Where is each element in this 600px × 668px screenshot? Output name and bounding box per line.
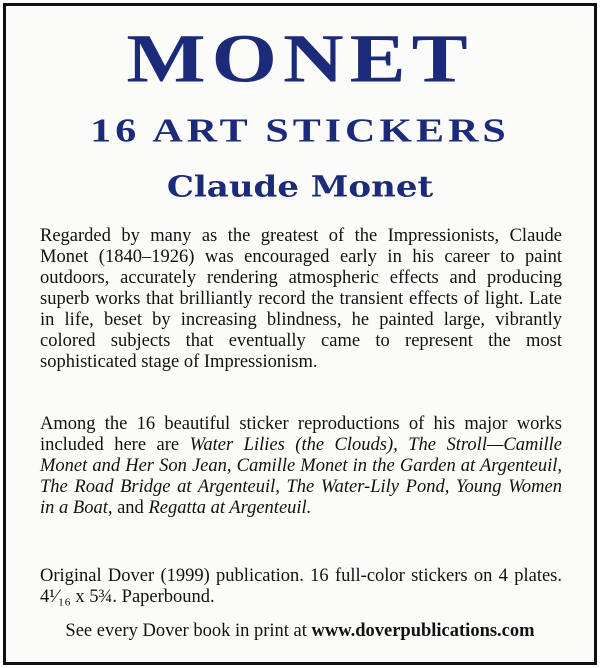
description-paragraph-2	[40, 414, 562, 519]
footer-text: See every Dover book in print at	[65, 621, 312, 641]
description-paragraph-1: Regarded by many as the greatest of the Impressionists, Claude Monet (1840–1926) was encouraged early in his career to paint outdoors, accurately rendering atmospheric effects and producing superb works that brilliantly record the transient effects of light. Late in life, beset by increasing blindness, he painted large, vibrantly colored subjects that eventually came to represent the most sophisticated stage of Impressionism.	[40, 226, 562, 372]
paragraph-2-last-title: Regatta at Argenteuil.	[148, 498, 312, 518]
cover-subtitle: 16 ART STICKERS	[90, 112, 510, 150]
cover-title: MONET	[126, 20, 474, 98]
publisher-url[interactable]: www.doverpublications.com	[311, 621, 535, 641]
artist-name: Claude Monet	[166, 170, 434, 204]
footer-line	[6, 620, 594, 642]
paragraph-2-titles: Water Lilies (the Clouds), The Stroll—Camille Monet and Her Son Jean, Camille Monet in the Garden at Argenteuil, The Road Bridge at Argenteuil, The Water-Lily Pond, Young Women in a Boat,	[40, 435, 562, 518]
publication-info: Original Dover (1999) publication. 16 full-color stickers on 4 plates. 4¹⁄₁₆ x 5¾. Paperbound.	[40, 566, 562, 607]
book-back-cover	[3, 3, 597, 665]
paragraph-2-and: and	[112, 498, 149, 518]
paragraph-2-intro: Among the 16 beautiful sticker reproductions of his major works included here are	[40, 414, 562, 455]
